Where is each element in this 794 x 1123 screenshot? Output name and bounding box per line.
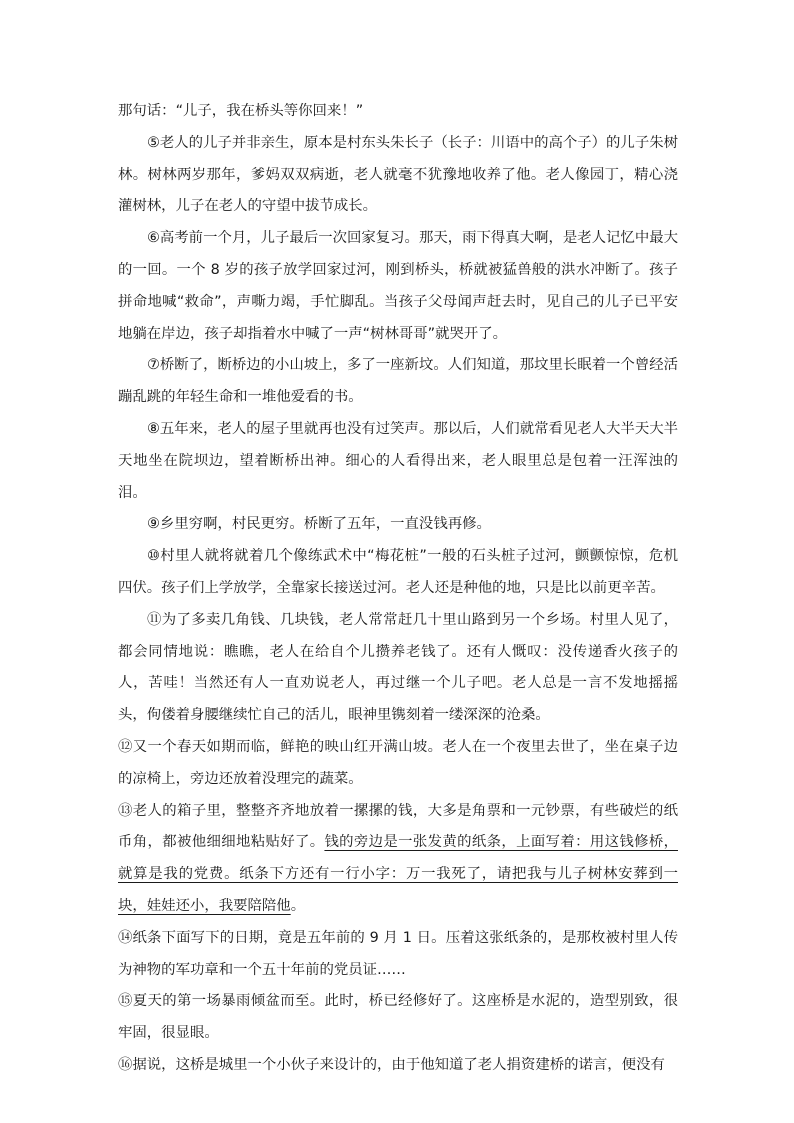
- paragraph-12: ⑫又一个春天如期而临，鲜艳的映山红开满山坡。老人在一个夜里去世了，坐在桌子边的凉椅上，旁边还放着没理完的蔬菜。: [118, 738, 678, 787]
- article-body: [118, 96, 678, 1082]
- paragraph-10: ⑩村里人就将就着几个像练武术中“梅花桩”一般的石头桩子过河，颤颤惊惊，危机四伏。孩子们上学放学，全靠家长接送过河。老人还是种他的地，只是比以前更辛苦。: [118, 548, 678, 596]
- paragraph-6: ⑥高考前一个月，儿子最后一次回家复习。那天，雨下得真大啊，是老人记忆中最大的一回。一个 8 岁的孩子放学回家过河，刚到桥头，桥就被猛兽般的洪水冲断了。孩子拼命地喊“救命”，声嘶力竭，手忙脚乱。当孩子父母闻声赶去时，见自己的儿子已平安地躺在岸边，孩子却指着水中喊了一声“树林哥哥”就哭开了。: [118, 230, 678, 342]
- paragraph-15: ⑮夏天的第一场暴雨倾盆而至。此时，桥已经修好了。这座桥是水泥的，造型别致，很牢固，很显眼。: [118, 993, 678, 1042]
- paragraph-7: ⑦桥断了，断桥边的小山坡上，多了一座新坟。人们知道，那坟里长眠着一个曾经活蹦乱跳的年轻生命和一堆他爱看的书。: [118, 357, 678, 406]
- paragraph-13-text: ⑬老人的箱子里，整整齐齐地放着一摞摞的钱，大多是角票和一元钞票，有些破烂的纸币角，都被他细细地粘贴好了。: [118, 802, 678, 851]
- paragraph-16: ⑯据说，这桥是城里一个小伙子来设计的，由于他知道了老人捐资建桥的诺言，便没有: [118, 1056, 665, 1073]
- paragraph-11: ⑪为了多卖几角钱、几块钱，老人常常赶几十里山路到另一个乡场。村里人见了，都会同情地说：瞧瞧，老人在给自个儿攒养老钱了。还有人慨叹：没传递香火孩子的人，苦哇！当然还有人一直劝说老人，再过继一个儿子吧。老人总是一言不发地摇摇头，佝偻着身腰继续忙自己的活儿，眼神里镌刻着一缕深深的沧桑。: [118, 611, 678, 724]
- paragraph-9: ⑨乡里穷啊，村民更穷。桥断了五年，一直没钱再修。: [147, 516, 491, 533]
- paragraph-4-end: 那句话：“儿子，我在桥头等你回来！”: [118, 103, 364, 119]
- underlined-note-passage: 钱的旁边是一张发黄的纸条，上面写着：用这钱修桥，就算是我的党费。纸条下方还有一行小字：万一我死了，请把我与儿子树林安葬到一块，娃娃还小，我要陪陪他: [118, 834, 678, 914]
- paragraph-5: ⑤老人的儿子并非亲生，原本是村东头朱长子（长子：川语中的高个子）的儿子朱树林。树林两岁那年，爹妈双双病逝，老人就毫不犹豫地收养了他。老人像园丁，精心浇灌树林，儿子在老人的守望中拔节成长。: [118, 134, 678, 215]
- paragraph-13-end: 。: [290, 897, 306, 914]
- paragraph-13: [118, 796, 678, 923]
- paragraph-14: ⑭纸条下面写下的日期，竟是五年前的 9 月 1 日。压着这张纸条的，是那枚被村里人传为神物的军功章和一个五十年前的党员证……: [118, 929, 678, 978]
- paragraph-8: ⑧五年来，老人的屋子里就再也没有过笑声。那以后，人们就常看见老人大半天大半天地坐在院坝边，望着断桥出神。细心的人看得出来，老人眼里总是包着一汪浑浊的泪。: [118, 420, 678, 501]
